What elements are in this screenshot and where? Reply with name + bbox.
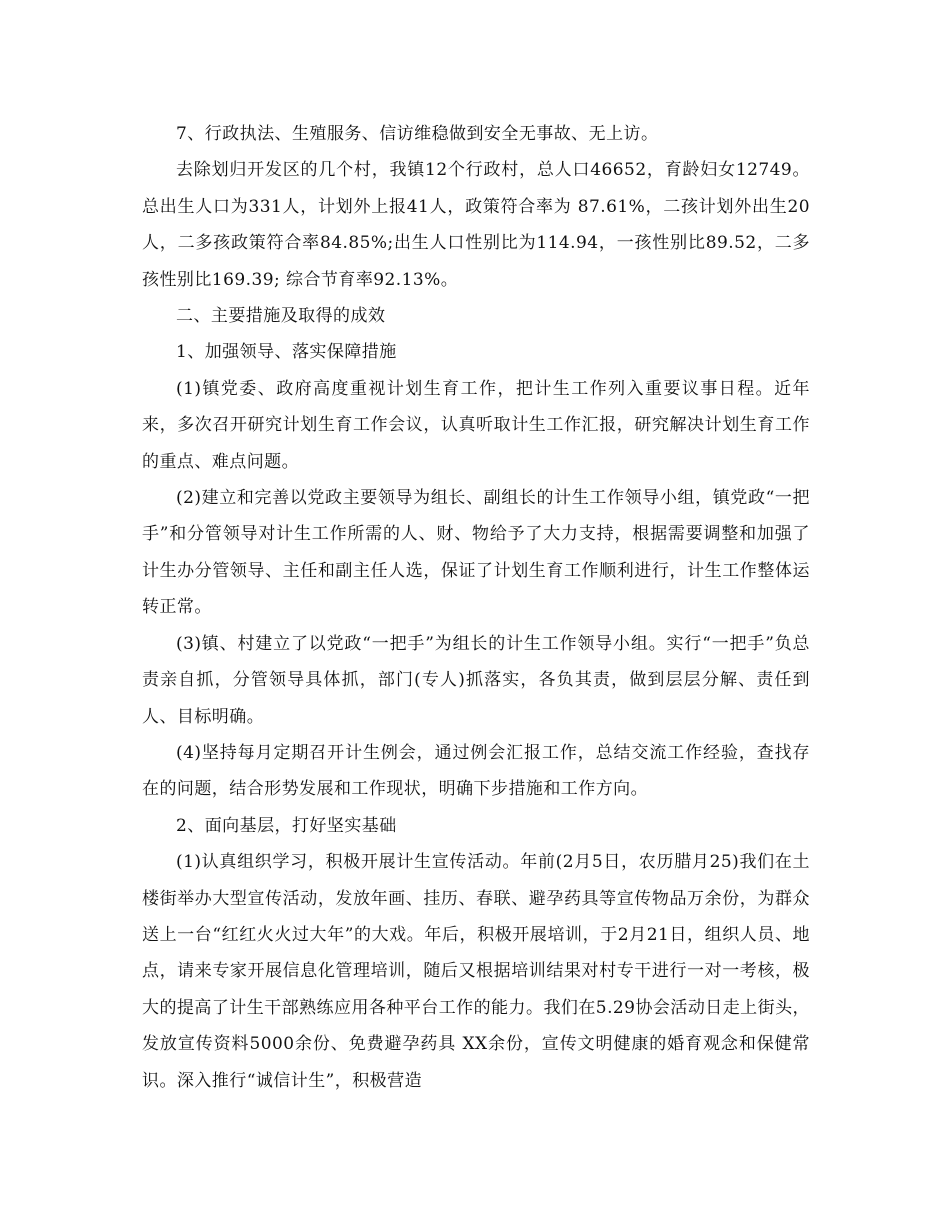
- subheading-grassroots: 2、面向基层，打好坚实基础: [176, 815, 397, 836]
- paragraph-grassroots-1: (1)认真组织学习，积极开展计生宣传活动。年前(2月5日，农历腊月25)我们在土楼街举办大型宣传活动，发放年画、挂历、春联、避孕药具等宣传物品万余份，为群众送上一台“红红火火过大年”的大戏。年后，积极开展培训，于2月21日，组织人员、地点，请来专家开展信息化管理培训，随后又根据培训结果对村专干进行一对一考核，极大的提高了计生干部熟练应用各种平台工作的能力。我们在5.29协会活动日走上街头，发放宣传资料5000余份、免费避孕药具 XX余份，宣传文明健康的婚育观念和保健常识。深入推行“诚信计生”，积极营造: [142, 852, 810, 1091]
- section-heading-measures: 二、主要措施及取得的成效: [176, 306, 386, 327]
- document-body: [142, 116, 810, 1099]
- paragraph-population-stats: 去除划归开发区的几个村，我镇12个行政村，总人口46652，育龄妇女12749。总出生人口为331人，计划外上报41人，政策符合率为 87.61%，二孩计划外出生20人，二多孩政策符合率84.85%;出生人口性别比为114.94，一孩性别比89.52，二多孩性别比169.39; 综合节育率92.13%。: [142, 160, 810, 290]
- subheading-leadership: 1、加强领导、落实保障措施: [176, 342, 397, 363]
- paragraph-leadership-2: (2)建立和完善以党政主要领导为组长、副组长的计生工作领导小组，镇党政“一把手”和分管领导对计生工作所需的人、财、物给予了大力支持，根据需要调整和加强了计生办分管领导、主任和副主任人选，保证了计划生育工作顺利进行，计生工作整体运转正常。: [142, 488, 810, 618]
- paragraph-leadership-1: (1)镇党委、政府高度重视计划生育工作，把计生工作列入重要议事日程。近年来，多次召开研究计划生育工作会议，认真听取计生工作汇报，研究解决计划生育工作的重点、难点问题。: [142, 378, 810, 472]
- paragraph-item-7: 7、行政执法、生殖服务、信访维稳做到安全无事故、无上访。: [176, 124, 659, 144]
- paragraph-leadership-3: (3)镇、村建立了以党政“一把手”为组长的计生工作领导小组。实行“一把手”负总责亲自抓，分管领导具体抓，部门(专人)抓落实，各负其责，做到层层分解、责任到人、目标明确。: [142, 633, 810, 727]
- paragraph-leadership-4: (4)坚持每月定期召开计生例会，通过例会汇报工作，总结交流工作经验，查找存在的问题，结合形势发展和工作现状，明确下步措施和工作方向。: [142, 742, 810, 800]
